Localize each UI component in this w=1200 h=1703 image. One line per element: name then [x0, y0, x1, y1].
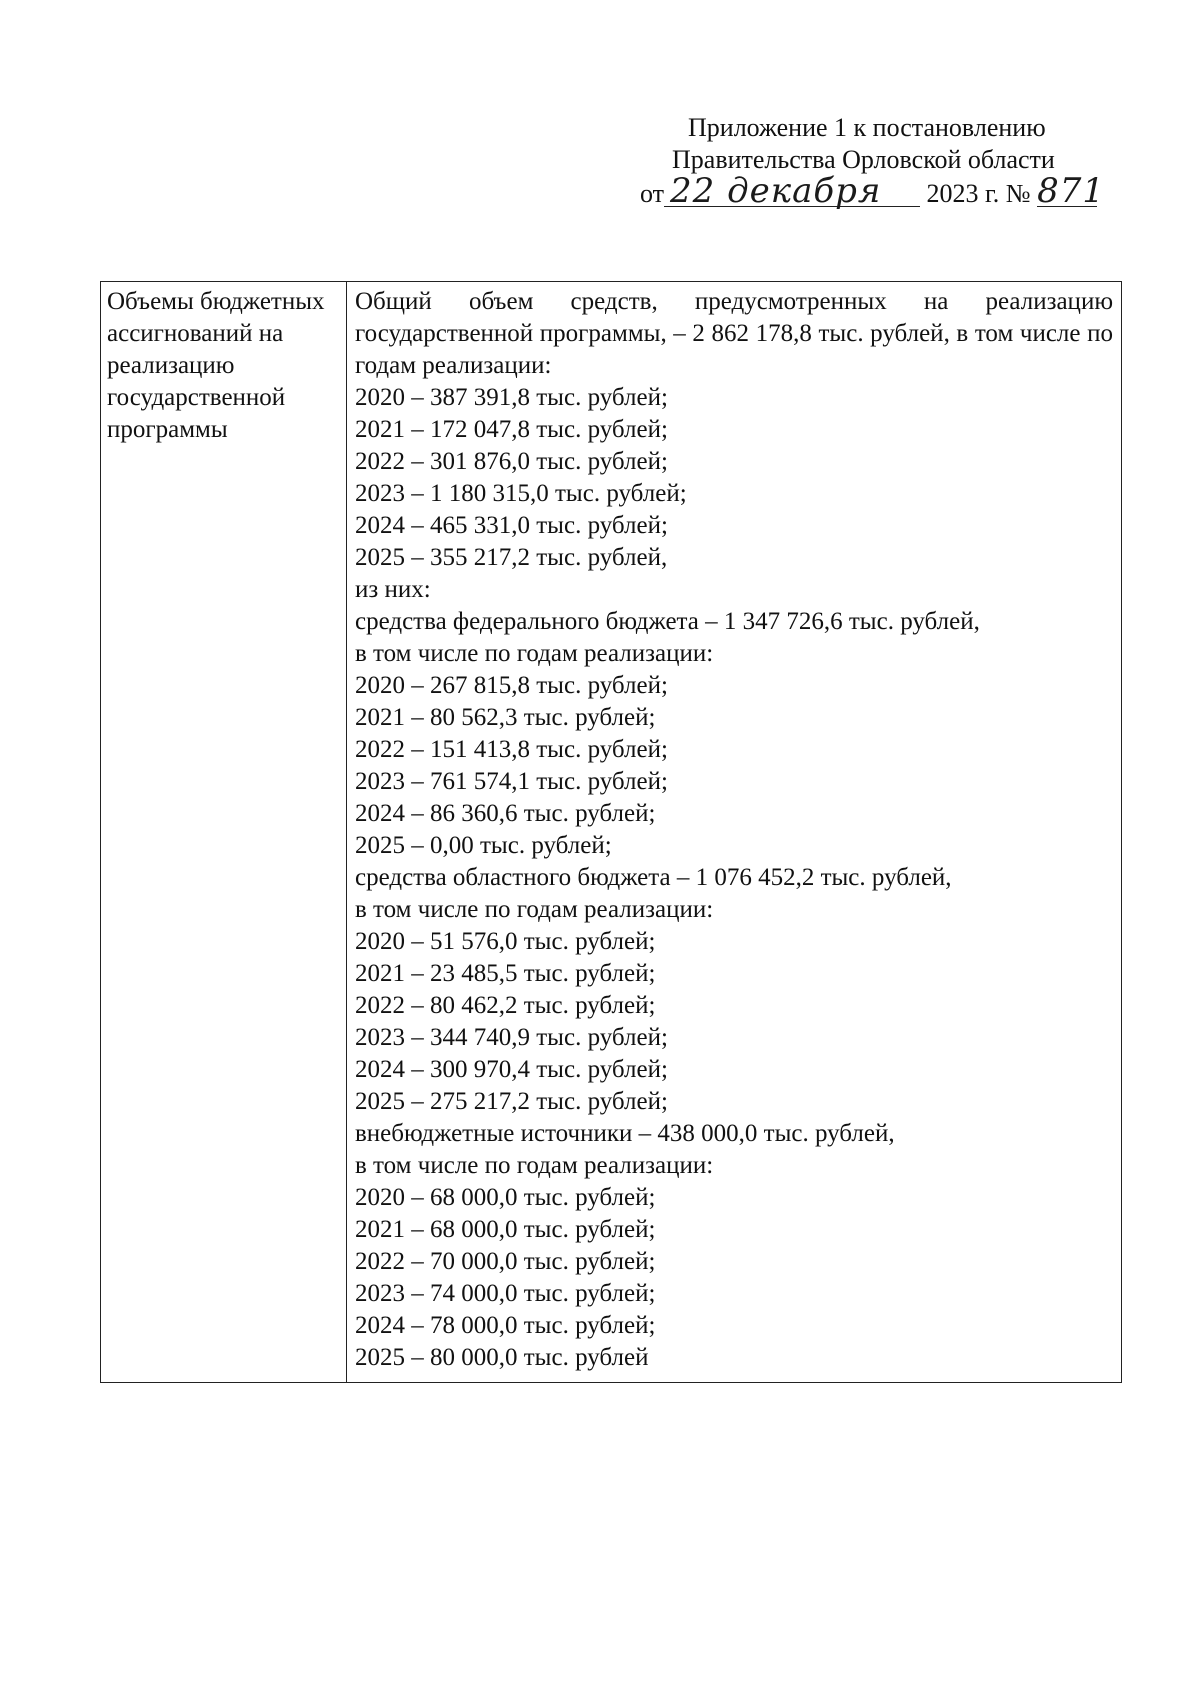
list-item: 2021 – 80 562,3 тыс. рублей;: [355, 704, 656, 731]
list-item: 2021 – 23 485,5 тыс. рублей;: [355, 960, 656, 987]
list-item: 2025 – 275 217,2 тыс. рублей;: [355, 1088, 668, 1115]
list-item: 2023 – 761 574,1 тыс. рублей;: [355, 768, 668, 795]
list-item: 2024 – 300 970,4 тыс. рублей;: [355, 1056, 668, 1083]
list-item: 2024 – 78 000,0 тыс. рублей;: [355, 1312, 656, 1339]
list-item: в том числе по годам реализации:: [355, 896, 714, 923]
list-item: 2022 – 80 462,2 тыс. рублей;: [355, 992, 656, 1019]
list-item: средства областного бюджета – 1 076 452,2 тыс. рублей,: [355, 864, 952, 891]
list-item: 2020 – 68 000,0 тыс. рублей;: [355, 1184, 656, 1211]
list-item: 2022 – 151 413,8 тыс. рублей;: [355, 736, 668, 763]
header-line-2: Правительства Орловской области: [672, 145, 1055, 174]
list-item: внебюджетные источники – 438 000,0 тыс. рублей,: [355, 1120, 895, 1147]
list-item: 2025 – 355 217,2 тыс. рублей,: [355, 544, 668, 571]
list-item: 2024 – 86 360,6 тыс. рублей;: [355, 800, 656, 827]
list-item: из них:: [355, 576, 431, 603]
list-item: 2021 – 68 000,0 тыс. рублей;: [355, 1216, 656, 1243]
list-item: 2022 – 301 876,0 тыс. рублей;: [355, 448, 668, 475]
list-item: 2025 – 0,00 тыс. рублей;: [355, 832, 612, 859]
list-item: 2020 – 267 815,8 тыс. рублей;: [355, 672, 668, 699]
list-item: 2025 – 80 000,0 тыс. рублей: [355, 1344, 649, 1371]
list-item: в том числе по годам реализации:: [355, 640, 714, 667]
list-item: 2020 – 51 576,0 тыс. рублей;: [355, 928, 656, 955]
appendix-header: [640, 112, 1120, 210]
handwritten-number: 871: [1037, 171, 1105, 211]
table-intro: Общий объем средств, предусмотренных на реализацию государственной программы, – 2 862 178,8 тыс. рублей, в том числе по годам реализации:: [355, 288, 1113, 379]
list-item: 2024 – 465 331,0 тыс. рублей;: [355, 512, 668, 539]
list-item: 2023 – 344 740,9 тыс. рублей;: [355, 1024, 668, 1051]
handwritten-date: 22 декабря: [664, 176, 920, 207]
list-item: в том числе по годам реализации:: [355, 1152, 714, 1179]
list-item: 2021 – 172 047,8 тыс. рублей;: [355, 416, 668, 443]
list-item: 2020 – 387 391,8 тыс. рублей;: [355, 384, 668, 411]
list-item: 2023 – 1 180 315,0 тыс. рублей;: [355, 480, 687, 507]
header-prefix: от: [640, 179, 665, 208]
header-line-3: [640, 171, 1120, 211]
budget-table: [100, 281, 1122, 1383]
header-year: 2023 г. №: [926, 179, 1031, 208]
list-item: 2022 – 70 000,0 тыс. рублей;: [355, 1248, 656, 1275]
header-line-1: Приложение 1 к постановлению: [688, 113, 1046, 142]
table-label: Объемы бюджетных ассигнований на реализацию государственной программы: [107, 288, 325, 443]
table-label-cell: [101, 282, 347, 1382]
list-item: средства федерального бюджета – 1 347 726,6 тыс. рублей,: [355, 608, 980, 635]
list-item: 2023 – 74 000,0 тыс. рублей;: [355, 1280, 656, 1307]
table-lines: [355, 382, 1113, 1374]
table-content-cell: [347, 282, 1121, 1382]
